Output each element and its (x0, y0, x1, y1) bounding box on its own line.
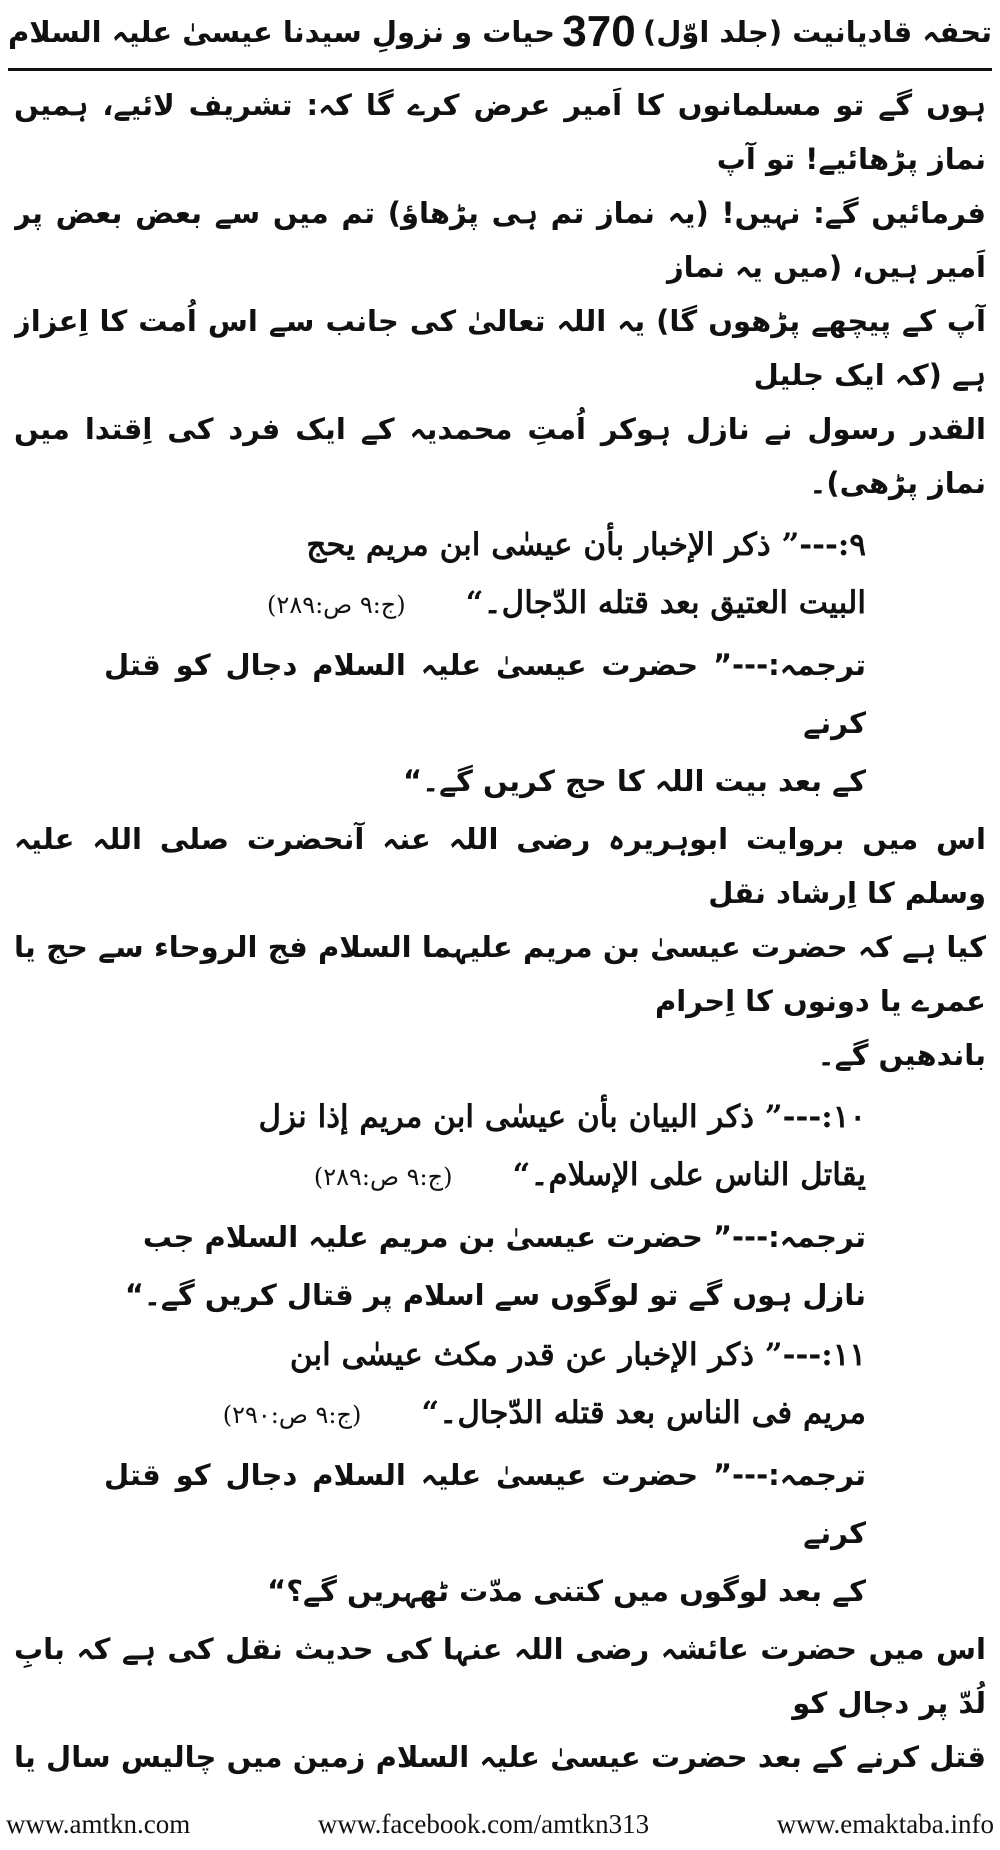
paragraph-1 (14, 78, 986, 510)
arabic-line (14, 574, 866, 634)
hadith-heading-10 (14, 1088, 986, 1206)
page-number: 370 (562, 7, 636, 56)
page-body (14, 78, 986, 1788)
arabic-text: یقاتل الناس علی الإسلام۔“ (512, 1157, 866, 1193)
translation-line: کے بعد لوگوں میں کتنی مدّت ٹھہریں گے؟“ (267, 1574, 866, 1608)
translation-line: ترجمہ:---” حضرت عیسیٰ علیہ السلام دجال کو قتل کرنے (104, 648, 866, 740)
arabic-line (14, 1384, 866, 1444)
arabic-line: ۱۰:---” ذکر البیان بأن عیسٰی ابن مریم إذا نزل (258, 1099, 866, 1135)
reference: (ج:۹ ص:۲۹۰) (222, 1401, 362, 1429)
text-line: باندھیں گے۔ (817, 1038, 986, 1072)
text-line: القدر رسول نے نازل ہوکر اُمتِ محمدیہ کے ایک فرد کی اِقتدا میں نماز پڑھی)۔ (14, 412, 986, 500)
translation-line: ترجمہ:---” حضرت عیسیٰ بن مریم علیہ السلام جب (142, 1220, 866, 1254)
paragraph-2 (14, 812, 986, 1082)
translation-9 (14, 636, 986, 810)
text-line: اس میں بروایت ابوہریرہ رضی اللہ عنہ آنحضرت صلی اللہ علیہ وسلم کا اِرشاد نقل (14, 822, 986, 910)
arabic-line: ۹:---” ذکر الإخبار بأن عیسٰی ابن مریم یحج (306, 527, 866, 563)
translation-line: ترجمہ:---” حضرت عیسیٰ علیہ السلام دجال کو قتل کرنے (104, 1458, 866, 1550)
header-rule (8, 68, 992, 71)
translation-line: نازل ہوں گے تو لوگوں سے اسلام پر قتال کریں گے۔“ (124, 1278, 866, 1312)
arabic-text: مریم فی الناس بعد قتله الدّجال۔“ (421, 1395, 866, 1431)
text-line: آپ کے پیچھے پڑھوں گا) یہ اللہ تعالیٰ کی جانب سے اس اُمت کا اِعزاز ہے (کہ ایک جلیل (14, 304, 986, 392)
text-line: کیا ہے کہ حضرت عیسیٰ بن مریم علیہما السلام فج الروحاء سے حج یا عمرے یا دونوں کا اِحرام (14, 930, 986, 1018)
reference: (ج:۹ ص:۲۸۹) (313, 1163, 453, 1191)
arabic-line: ۱۱:---” ذکر الإخبار عن قدر مکث عیسٰی ابن (289, 1337, 866, 1373)
page-header (8, 8, 992, 56)
paragraph-3 (14, 1622, 986, 1788)
arabic-text: البیت العتیق بعد قتله الدّجال۔“ (465, 585, 866, 621)
reference: (ج:۹ ص:۲۸۹) (267, 591, 406, 619)
website-link-amtkn[interactable]: www.amtkn.com (6, 1808, 191, 1839)
translation-10 (14, 1208, 986, 1324)
text-line: اس میں حضرت عائشہ رضی اللہ عنہا کی حدیث نقل کی ہے کہ بابِ لُدّ پر دجال کو (14, 1632, 986, 1720)
text-line: فرمائیں گے: نہیں! (یہ نماز تم ہی پڑھاؤ) تم میں سے بعض بعض پر اَمیر ہیں، (میں یہ نماز (14, 196, 986, 284)
page-footer (6, 1804, 994, 1844)
facebook-link[interactable]: www.facebook.com/amtkn313 (317, 1808, 650, 1839)
chapter-topic: حیات و نزولِ سیدنا عیسیٰ علیہ السلام (8, 15, 555, 49)
text-line: ہوں گے تو مسلمانوں کا اَمیر عرض کرے گا کہ: تشریف لائیے، ہمیں نماز پڑھائیے! تو آپ (14, 88, 986, 176)
book-title: تحفہ قادیانیت (جلد اوّل) (642, 15, 992, 49)
text-line: قتل کرنے کے بعد حضرت عیسیٰ علیہ السلام زمین میں چالیس سال یا (14, 1740, 986, 1774)
hadith-heading-11 (14, 1326, 986, 1444)
translation-11 (14, 1446, 986, 1620)
translation-line: کے بعد بیت اللہ کا حج کریں گے۔“ (403, 764, 866, 798)
arabic-line (14, 1146, 866, 1206)
website-link-emaktaba[interactable]: www.emaktaba.info (776, 1808, 994, 1839)
hadith-heading-9 (14, 516, 986, 634)
